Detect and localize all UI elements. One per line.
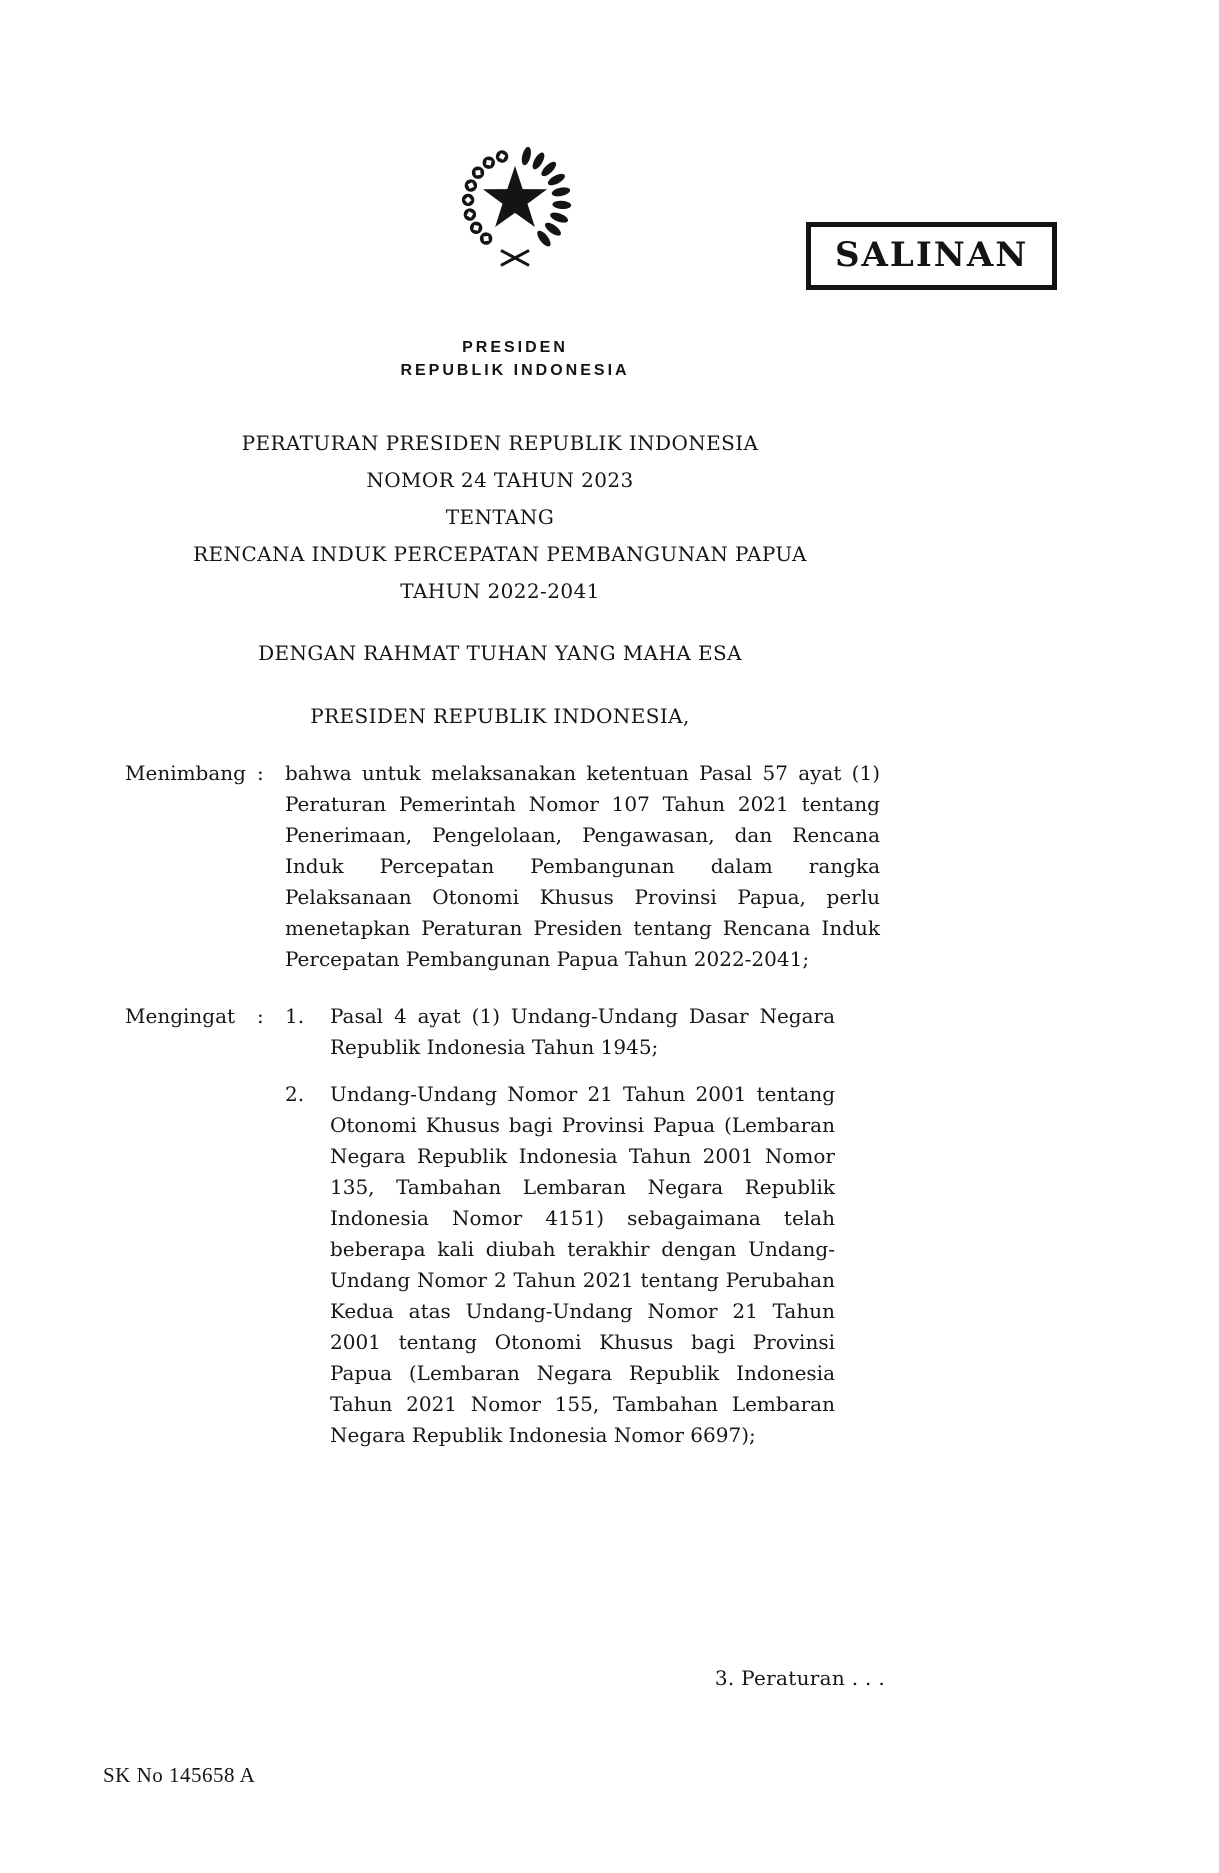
title-line-2: NOMOR 24 TAHUN 2023 <box>366 468 634 492</box>
document-body <box>125 758 880 1451</box>
salinan-stamp <box>806 222 1057 290</box>
letterhead-presiden: PRESIDEN <box>462 339 568 356</box>
title-line-1: PERATURAN PRESIDEN REPUBLIK INDONESIA <box>241 431 759 455</box>
considerations-clause <box>125 758 880 975</box>
authority-line: PRESIDEN REPUBLIK INDONESIA, <box>310 704 690 728</box>
legal-basis-item <box>285 1079 880 1451</box>
page-catchword: 3. Peraturan . . . <box>714 1666 885 1690</box>
invocation-line: DENGAN RAHMAT TUHAN YANG MAHA ESA <box>258 641 742 665</box>
state-emblem-icon <box>454 128 576 278</box>
title-line-3: TENTANG <box>445 505 555 529</box>
considerations-text: bahwa untuk melaksanakan ketentuan Pasal 57 ayat (1) Peraturan Pemerintah Nomor 107 Tahun 2021 tentang Penerimaan, Pengelolaan, Pengawasan, dan Rencana Induk Percepatan Pembangunan dalam rangka Pelaksanaan Otonomi Khusus Provinsi Papua, perlu menetapkan Peraturan Presiden tentang Rencana Induk Percepatan Pembangunan Papua Tahun 2022-2041; <box>285 761 880 971</box>
legal-basis-item-number: 2. <box>285 1082 305 1106</box>
legal-basis-item-text: Pasal 4 ayat (1) Undang-Undang Dasar Negara Republik Indonesia Tahun 1945; <box>330 1004 835 1059</box>
regulation-title <box>100 425 900 610</box>
considerations-separator: : <box>257 761 264 785</box>
considerations-label: Menimbang <box>125 761 246 785</box>
legal-basis-item-number: 1. <box>285 1004 305 1028</box>
legal-basis-clause <box>125 1001 880 1451</box>
letterhead <box>315 336 715 382</box>
title-line-4: RENCANA INDUK PERCEPATAN PEMBANGUNAN PAPUA <box>193 542 807 566</box>
salinan-stamp-label: SALINAN <box>835 235 1029 275</box>
legal-basis-item <box>285 1001 880 1063</box>
sk-number: SK No 145658 A <box>103 1763 256 1787</box>
letterhead-republik-indonesia: REPUBLIK INDONESIA <box>400 362 630 379</box>
legal-basis-label: Mengingat <box>125 1004 236 1028</box>
legal-basis-item-text: Undang-Undang Nomor 21 Tahun 2001 tentang Otonomi Khusus bagi Provinsi Papua (Lembaran Negara Republik Indonesia Tahun 2001 Nomor 135, Tambahan Lembaran Negara Republik Indonesia Nomor 4151) sebagaimana telah beberapa kali diubah terakhir dengan Undang-Undang Nomor 2 Tahun 2021 tentang Perubahan Kedua atas Undang-Undang Nomor 21 Tahun 2001 tentang Otonomi Khusus bagi Provinsi Papua (Lembaran Negara Republik Indonesia Tahun 2021 Nomor 155, Tambahan Lembaran Negara Republik Indonesia Nomor 6697); <box>330 1082 835 1447</box>
legal-basis-separator: : <box>257 1004 264 1028</box>
legal-basis-list <box>285 1001 880 1451</box>
title-line-5: TAHUN 2022-2041 <box>400 579 600 603</box>
